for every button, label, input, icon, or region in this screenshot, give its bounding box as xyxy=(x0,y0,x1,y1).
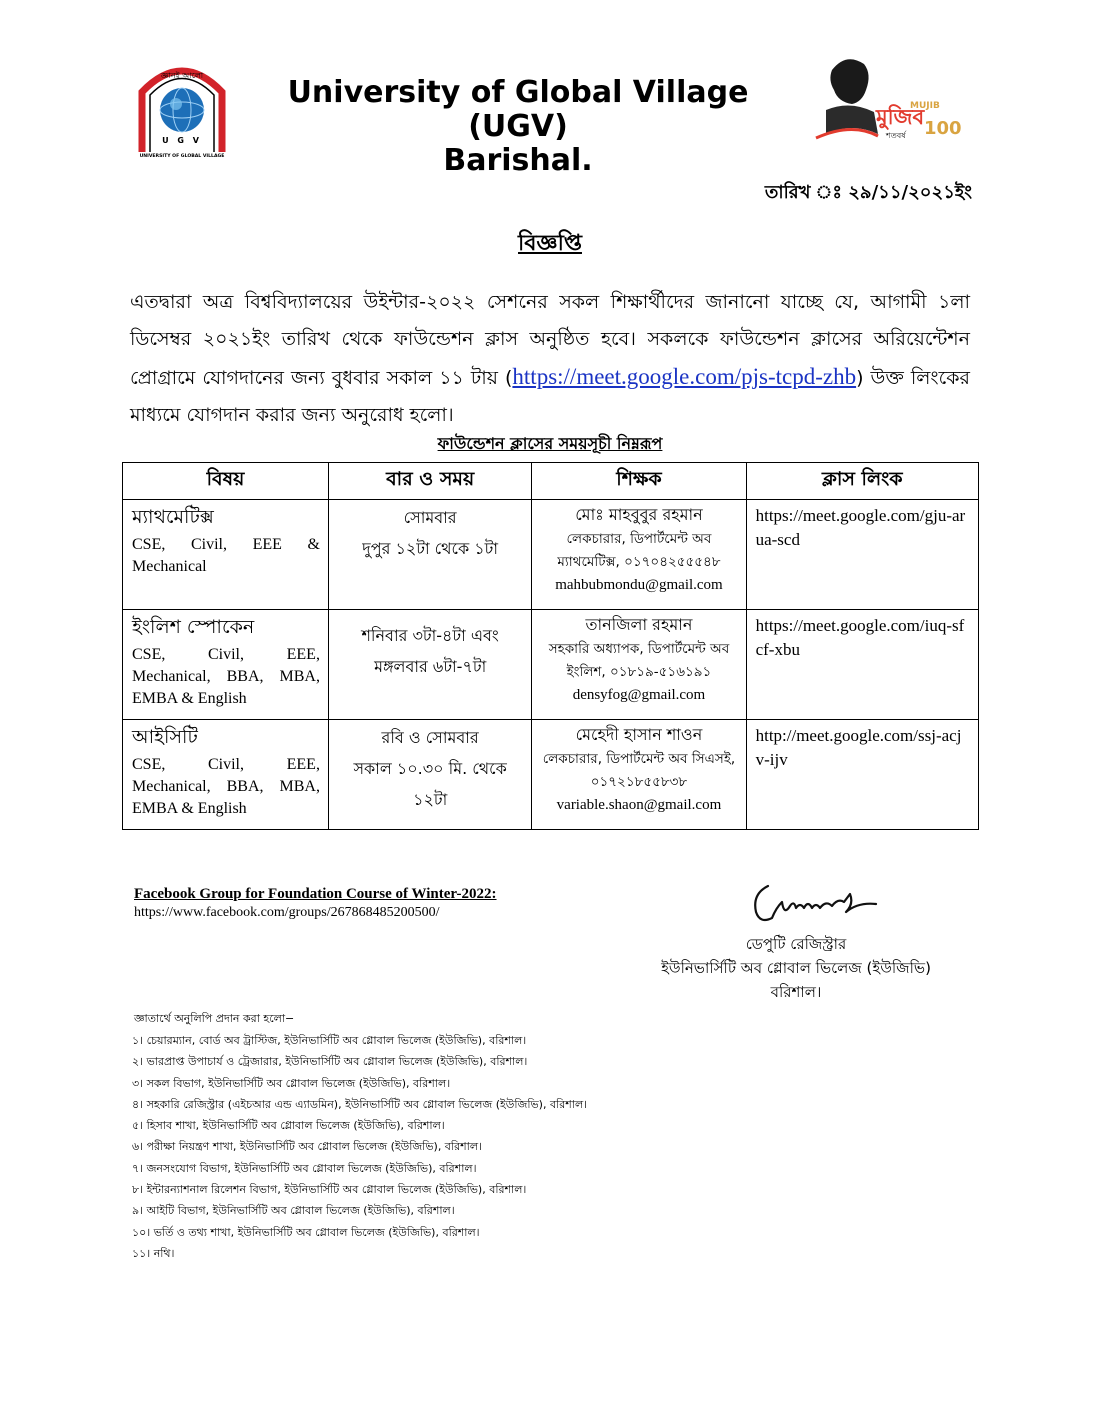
table-header-row xyxy=(123,463,979,500)
schedule-title xyxy=(0,431,1100,458)
time-line1: সোমবার xyxy=(403,508,457,527)
teacher-cell xyxy=(532,720,746,830)
list-item: ৯। আইটি বিভাগ, ইউনিভার্সিটি অব গ্লোবাল ভিলেজ (ইউজিভি), বরিশাল। xyxy=(132,1204,455,1218)
class-link[interactable]: https://meet.google.com/iuq-sfcf-xbu xyxy=(746,610,978,720)
teacher-designation: সহকারি অধ্যাপক, ডিপার্টমেন্ট অব ইংলিশ, ০১৮১৯-৫১৬১৯১ xyxy=(548,641,730,680)
logo-caption: UNIVERSITY OF GLOBAL VILLAGE xyxy=(139,154,225,159)
list-item: ৩। সকল বিভাগ, ইউনিভার্সিটি অব গ্লোবাল ভিলেজ (ইউজিভি), বরিশাল। xyxy=(132,1076,451,1090)
university-logo xyxy=(136,52,228,160)
schedule-table xyxy=(122,462,979,830)
subject-name: আইসিটি xyxy=(132,726,198,748)
notice-date: তারিখ ঃ ২৯/১১/২০২১ইং xyxy=(764,182,972,203)
university-name xyxy=(238,76,798,178)
mujib-sub-text: শতবর্ষ xyxy=(886,131,906,140)
time-cell xyxy=(328,500,531,610)
time-cell xyxy=(328,610,531,720)
copy-to-heading: জ্ঞাতার্থে অনুলিপি প্রদান করা হলো− xyxy=(134,1012,295,1025)
schedule-title-text: ফাউন্ডেশন ক্লাসের সময়সূচী নিম্নরূপ xyxy=(437,434,663,453)
teacher-name: তানজিলা রহমান xyxy=(585,615,693,634)
teacher-designation: লেকচারার, ডিপার্টমেন্ট অব সিএসই, ০১৭২১৮৫৫৮৩৮ xyxy=(542,751,736,790)
university-name-line1: University of Global Village (UGV) xyxy=(287,75,749,144)
subject-cell xyxy=(123,720,329,830)
teacher-email[interactable]: densyfog@gmail.com xyxy=(572,687,706,703)
time-line1: শনিবার ৩টা-৪টা এবং xyxy=(361,626,499,645)
signature xyxy=(746,872,886,928)
notice-title xyxy=(0,226,1100,263)
mujib-main-text: মুজিব xyxy=(876,105,925,129)
list-item: ১। চেয়ারম্যান, বোর্ড অব ট্রাস্টিজ, ইউনিভার্সিটি অব গ্লোবাল ভিলেজ (ইউজিভি), বরিশাল। xyxy=(132,1034,527,1047)
teacher-email[interactable]: variable.shaon@gmail.com xyxy=(556,797,722,813)
list-item: ৭। জনসংযোগ বিভাগ, ইউনিভার্সিটি অব গ্লোবাল ভিলেজ (ইউজিভি), বরিশাল। xyxy=(132,1161,477,1175)
subject-name: ম্যাথমেটিক্স xyxy=(132,506,214,528)
mujib-en-text: MUJIB xyxy=(910,101,940,111)
time-line2: দুপুর ১২টা থেকে ১টা xyxy=(362,539,498,558)
signatory-block xyxy=(640,932,952,1004)
teacher-name: মেহেদী হাসান শাওন xyxy=(575,725,703,744)
list-item: ৪। সহকারি রেজিস্ট্রার (এইচআর এন্ড এ্যাডমিন), ইউনিভার্সিটি অব গ্লোবাল ভিলেজ (ইউজিভি), বরিশাল। xyxy=(132,1097,588,1111)
signatory-org: ইউনিভার্সিটি অব গ্লোবাল ভিলেজ (ইউজিভি) xyxy=(661,959,931,977)
class-link[interactable]: https://meet.google.com/gju-arua-scd xyxy=(746,500,978,610)
table-row xyxy=(123,610,979,720)
subject-departments: CSE, Civil, EEE & Mechanical xyxy=(132,536,320,575)
teacher-cell xyxy=(532,500,746,610)
table-row xyxy=(123,500,979,610)
header-subject: বিষয় xyxy=(123,463,329,500)
list-item: ২। ভারপ্রাপ্ত উপাচার্য ও ট্রেজারার, ইউনিভার্সিটি অব গ্লোবাল ভিলেজ (ইউজিভি), বরিশাল। xyxy=(132,1055,528,1069)
notice-title-text: বিজ্ঞপ্তি xyxy=(518,231,582,256)
teacher-designation: লেকচারার, ডিপার্টমেন্ট অব ম্যাথমেটিক্স, ০১৭০৪২৫৫৫৪৮ xyxy=(557,531,721,570)
notice-paragraph xyxy=(130,284,970,434)
subject-cell xyxy=(123,500,329,610)
time-line1: রবি ও সোমবার xyxy=(381,728,479,747)
mujib-number: 100 xyxy=(924,118,962,139)
time-line2: মঙ্গলবার ৬টা-৭টা xyxy=(374,657,487,676)
copy-to-list xyxy=(132,1030,587,1264)
list-item: ১১। নথি। xyxy=(132,1246,175,1260)
teacher-name: মোঃ মাহবুবুর রহমান xyxy=(575,505,703,524)
list-item: ৫। হিসাব শাখা, ইউনিভার্সিটি অব গ্লোবাল ভিলেজ (ইউজিভি), বরিশাল। xyxy=(132,1119,445,1133)
header-link: ক্লাস লিংক xyxy=(746,463,978,500)
logo-motto: জ্ঞানই আলো xyxy=(160,71,204,80)
header-teacher: শিক্ষক xyxy=(532,463,746,500)
facebook-group-title: Facebook Group for Foundation Course of Winter-2022: xyxy=(134,886,497,902)
paragraph-text-after: ) উক্ত লিংকের মাধ্যমে যোগদান করার জন্য অনুরোধ হলো। xyxy=(130,367,970,426)
mujib-100-logo xyxy=(812,52,962,144)
list-item: ৬। পরীক্ষা নিয়ন্ত্রণ শাখা, ইউনিভার্সিটি অব গ্লোবাল ভিলেজ (ইউজিভি), বরিশাল। xyxy=(132,1140,482,1154)
list-item: ৮। ইন্টারন্যাশনাল রিলেশন বিভাগ, ইউনিভার্সিটি অব গ্লোবাল ভিলেজ (ইউজিভি), বরিশাল। xyxy=(132,1183,527,1197)
subject-cell xyxy=(123,610,329,720)
paragraph-text-before: এতদ্বারা অত্র বিশ্ববিদ্যালয়ের উইন্টার-২০২২ সেশনের সকল শিক্ষার্থীদের জানানো যাচ্ছে যে, আগামী ১লা ডিসেম্বর ২০২১ইং তারিখ থেকে ফাউন্ডেশন ক্লাস অনুষ্ঠিত হবে। সকলকে ফাউন্ডেশন ক্লাসের অরিয়েন্টেশন প্রোগ্রামে যোগদানের জন্য বুধবার সকাল ১১ টায় ( xyxy=(130,291,970,389)
teacher-email[interactable]: mahbubmondu@gmail.com xyxy=(555,577,723,593)
time-line2: সকাল ১০.৩০ মি. থেকে ১২টা xyxy=(353,759,507,809)
signatory-title: ডেপুটি রেজিস্ট্রার xyxy=(745,935,847,953)
subject-departments: CSE, Civil, EEE, Mechanical, BBA, MBA, EMBA & English xyxy=(132,756,320,817)
time-cell xyxy=(328,720,531,830)
list-item: ১০। ভর্তি ও তথ্য শাখা, ইউনিভার্সিটি অব গ্লোবাল ভিলেজ (ইউজিভি), বরিশাল। xyxy=(132,1225,480,1239)
table-row xyxy=(123,720,979,830)
teacher-cell xyxy=(532,610,746,720)
logo-letters: U G V xyxy=(162,136,202,145)
subject-departments: CSE, Civil, EEE, Mechanical, BBA, MBA, EMBA & English xyxy=(132,646,320,707)
facebook-group-link[interactable]: https://www.facebook.com/groups/267868485200500/ xyxy=(134,905,440,920)
class-link[interactable]: http://meet.google.com/ssj-acjv-ijv xyxy=(746,720,978,830)
orientation-meet-link[interactable]: https://meet.google.com/pjs-tcpd-zhb xyxy=(512,364,857,389)
header-time: বার ও সময় xyxy=(328,463,531,500)
signatory-place: বরিশাল। xyxy=(770,983,822,1001)
university-name-line2: Barishal. xyxy=(443,143,593,178)
subject-name: ইংলিশ স্পোকেন xyxy=(132,616,255,638)
